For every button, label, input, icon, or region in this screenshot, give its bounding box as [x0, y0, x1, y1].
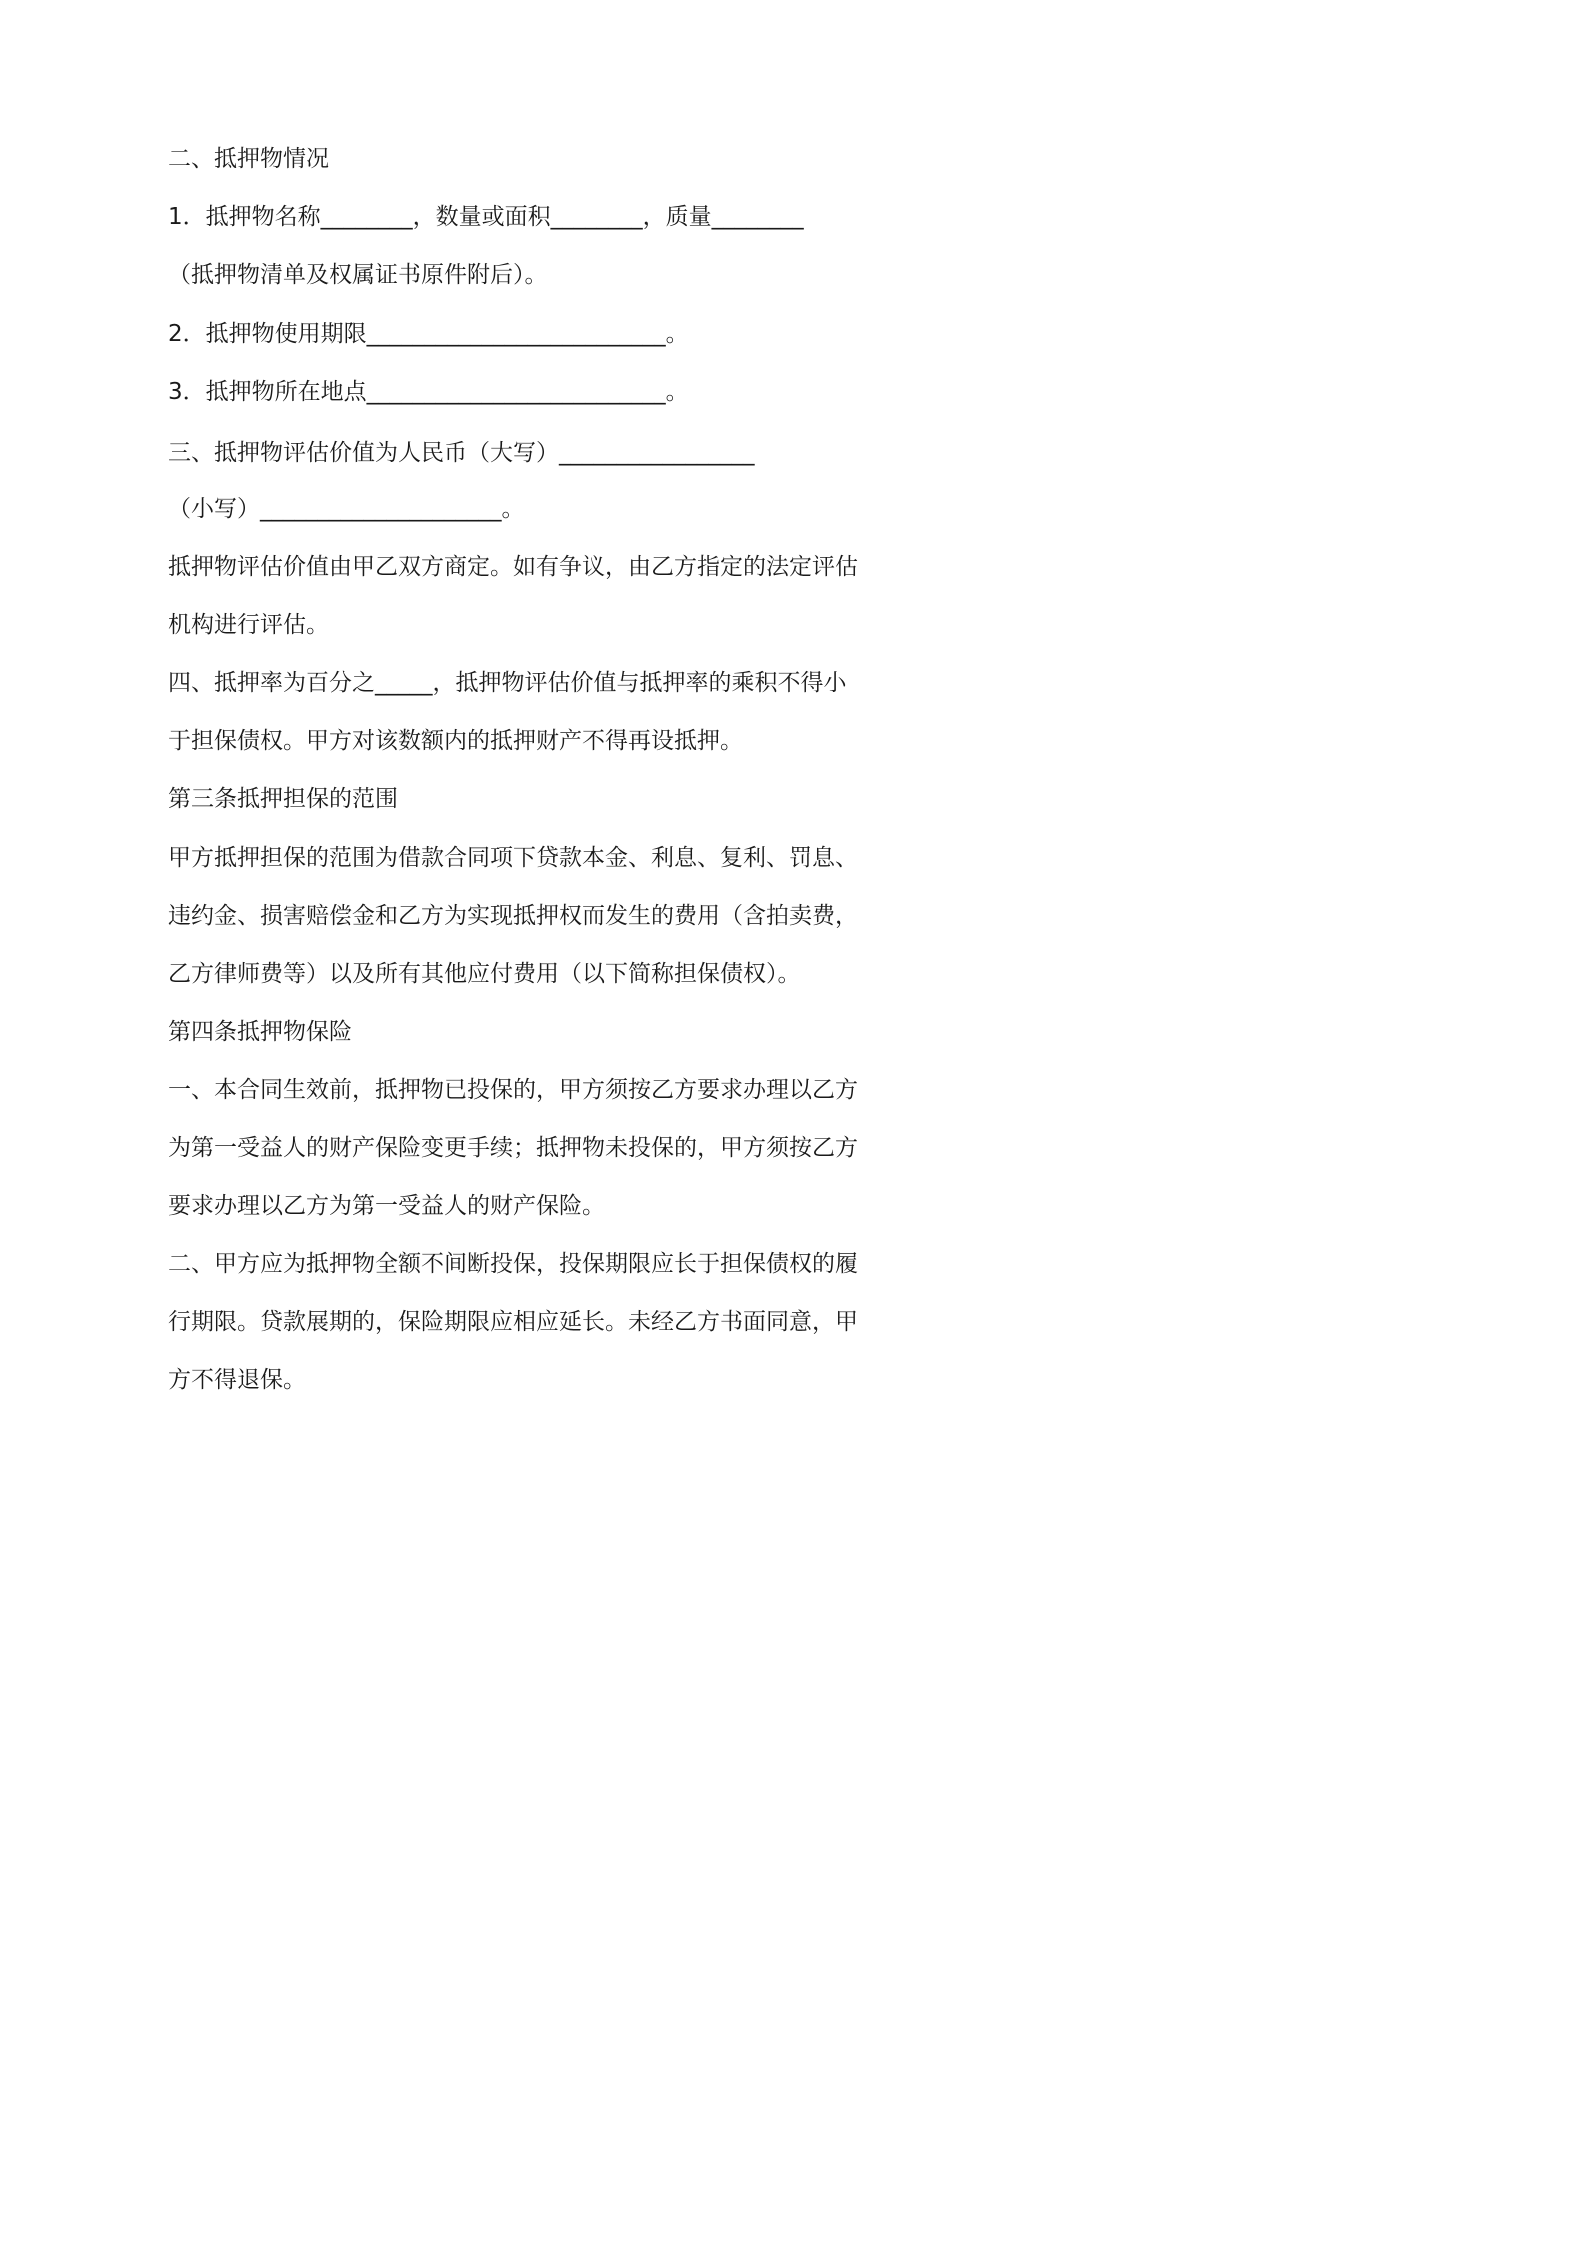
document-page — [0, 0, 1100, 1557]
section-heading-collateral-status: 二、抵押物情况 — [168, 146, 329, 172]
insurance-clause-two-line-2: 行期限。贷款展期的，保险期限应相应延长。未经乙方书面同意，甲 — [168, 1309, 858, 1335]
insurance-clause-two-line-1: 二、甲方应为抵押物全额不间断投保，投保期限应长于担保债权的履 — [168, 1251, 858, 1277]
mortgage-rate-line-2: 于担保债权。甲方对该数额内的抵押财产不得再设抵押。 — [168, 728, 743, 754]
valuation-uppercase-line: 三、抵押物评估价值为人民币（大写）_________________ — [168, 440, 755, 466]
collateral-list-note-line: （抵押物清单及权属证书原件附后）。 — [168, 262, 548, 288]
collateral-usage-period-line: 2．抵押物使用期限__________________________。 — [168, 321, 689, 347]
valuation-paragraph-line-2: 机构进行评估。 — [168, 612, 329, 638]
guarantee-scope-line-2: 违约金、损害赔偿金和乙方为实现抵押权而发生的费用（含拍卖费， — [168, 903, 858, 929]
guarantee-scope-line-1: 甲方抵押担保的范围为借款合同项下贷款本金、利息、复利、罚息、 — [168, 845, 858, 871]
article-four-heading: 第四条抵押物保险 — [168, 1019, 352, 1045]
insurance-clause-one-line-3: 要求办理以乙方为第一受益人的财产保险。 — [168, 1193, 605, 1219]
insurance-clause-one-line-2: 为第一受益人的财产保险变更手续；抵押物未投保的，甲方须按乙方 — [168, 1135, 858, 1161]
insurance-clause-one-line-1: 一、本合同生效前，抵押物已投保的，甲方须按乙方要求办理以乙方 — [168, 1077, 858, 1103]
collateral-name-quantity-quality-line: 1．抵押物名称________，数量或面积________，质量________ — [168, 204, 804, 230]
guarantee-scope-line-3: 乙方律师费等）以及所有其他应付费用（以下简称担保债权）。 — [168, 961, 801, 987]
insurance-clause-two-line-3: 方不得退保。 — [168, 1367, 306, 1393]
collateral-location-line: 3．抵押物所在地点__________________________。 — [168, 379, 689, 405]
valuation-paragraph-line-1: 抵押物评估价值由甲乙双方商定。如有争议，由乙方指定的法定评估 — [168, 554, 858, 580]
article-three-heading: 第三条抵押担保的范围 — [168, 786, 398, 812]
mortgage-rate-line-1: 四、抵押率为百分之_____，抵押物评估价值与抵押率的乘积不得小 — [168, 670, 847, 696]
valuation-lowercase-line: （小写）_____________________。 — [168, 496, 525, 522]
